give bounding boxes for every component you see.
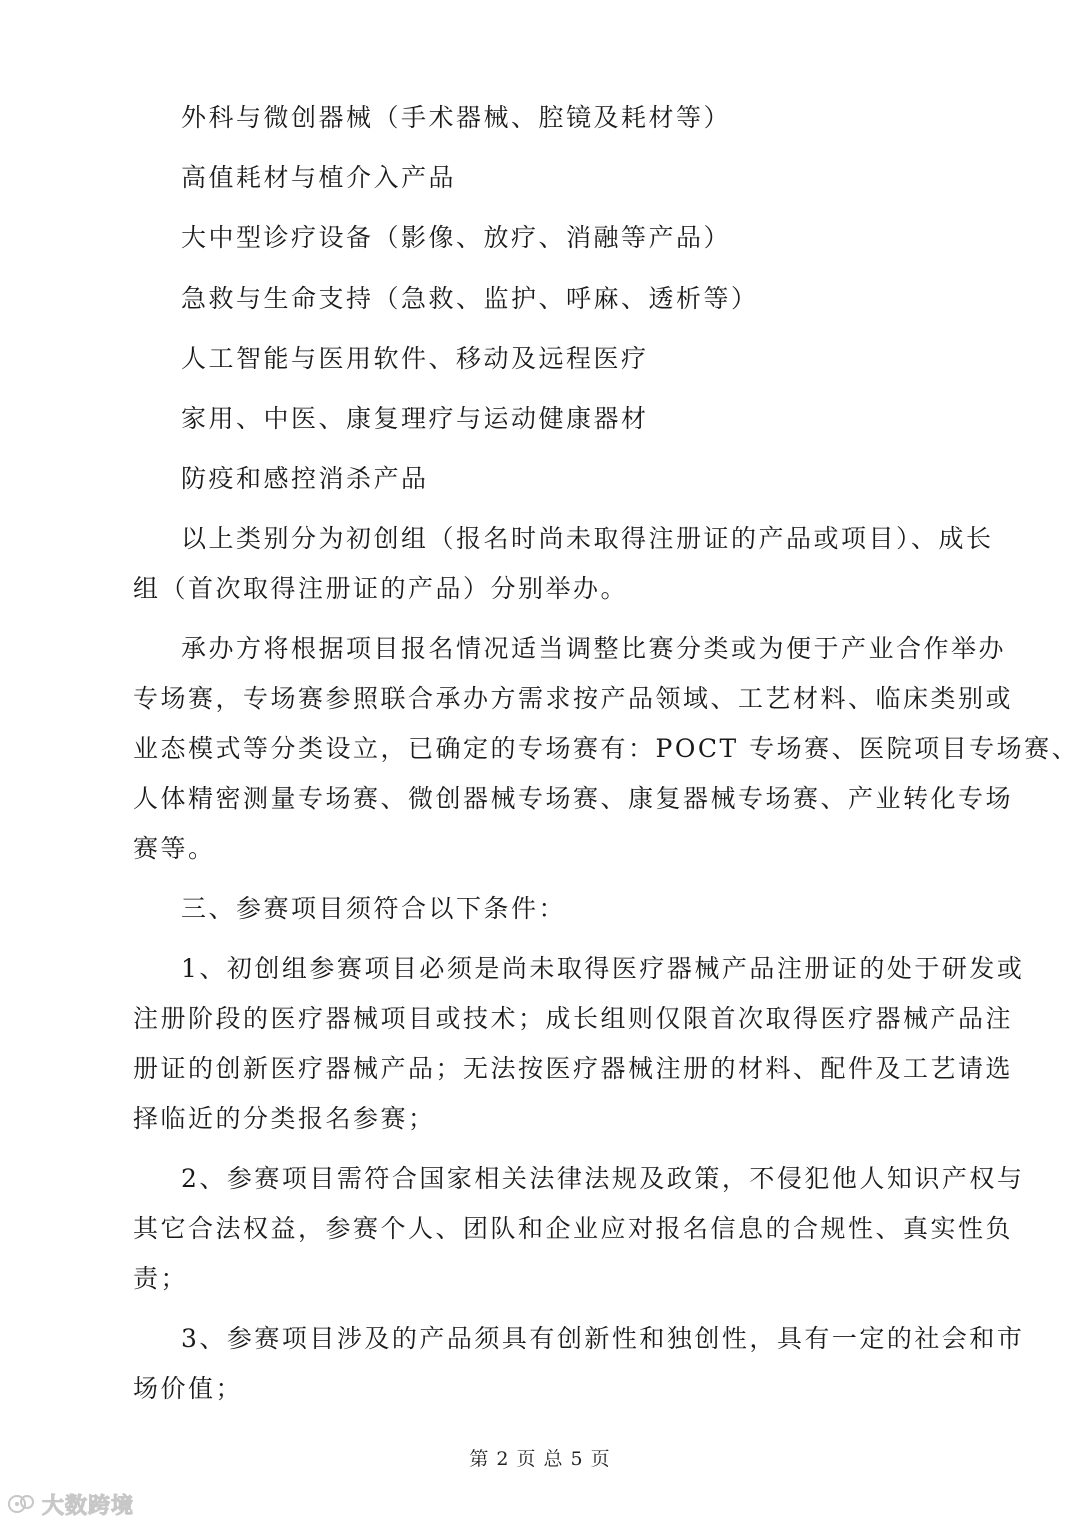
category-item: 家用、中医、康复理疗与运动健康器材 [181,404,649,433]
paragraph-line: 3、参赛项目涉及的产品须具有创新性和独创性，具有一定的社会和市 [181,1324,1025,1353]
category-item: 急救与生命支持（急救、监护、呼麻、透析等） [181,284,759,313]
paragraph-line: 组（首次取得注册证的产品）分别举办。 [133,574,629,603]
paragraph-line: 1、初创组参赛项目必须是尚未取得医疗器械产品注册证的处于研发或 [181,954,1025,983]
section-heading: 三、参赛项目须符合以下条件： [181,894,567,923]
paragraph-line: 以上类别分为初创组（报名时尚未取得注册证的产品或项目）、成长 [181,524,994,553]
paragraph-line: 其它合法权益，参赛个人、团队和企业应对报名信息的合规性、真实性负 [133,1214,1014,1243]
page-number: 第 2 页 总 5 页 [469,1448,611,1470]
category-item: 防疫和感控消杀产品 [181,464,429,493]
paragraph-line: 注册阶段的医疗器械项目或技术；成长组则仅限首次取得医疗器械产品注 [133,1004,1014,1033]
category-item: 人工智能与医用软件、移动及远程医疗 [181,344,649,373]
paragraph-line: 场价值； [133,1374,244,1403]
watermark [6,1488,134,1520]
watermark-text: 大数跨境 [42,1493,135,1519]
paragraph-line: 责； [133,1264,189,1293]
category-item: 外科与微创器械（手术器械、腔镜及耗材等） [181,103,732,132]
paragraph-line: 人体精密测量专场赛、微创器械专场赛、康复器械专场赛、产业转化专场 [133,784,1014,813]
paragraph-line: 承办方将根据项目报名情况适当调整比赛分类或为便于产业合作举办 [181,634,1007,663]
paragraph-line: 赛等。 [133,834,216,863]
watermark-logo-icon [6,1489,36,1519]
paragraph-line: 择临近的分类报名参赛； [133,1104,436,1133]
paragraph-line: 专场赛，专场赛参照联合承办方需求按产品领域、工艺材料、临床类别或 [133,684,1014,713]
category-item: 高值耗材与植介入产品 [181,163,457,192]
category-item: 大中型诊疗设备（影像、放疗、消融等产品） [181,223,732,252]
paragraph-line: 业态模式等分类设立，已确定的专场赛有：POCT 专场赛、医院项目专场赛、 [133,734,1080,763]
paragraph-line: 册证的创新医疗器械产品；无法按医疗器械注册的材料、配件及工艺请选 [133,1054,1014,1083]
paragraph-line: 2、参赛项目需符合国家相关法律法规及政策，不侵犯他人知识产权与 [181,1164,1025,1193]
